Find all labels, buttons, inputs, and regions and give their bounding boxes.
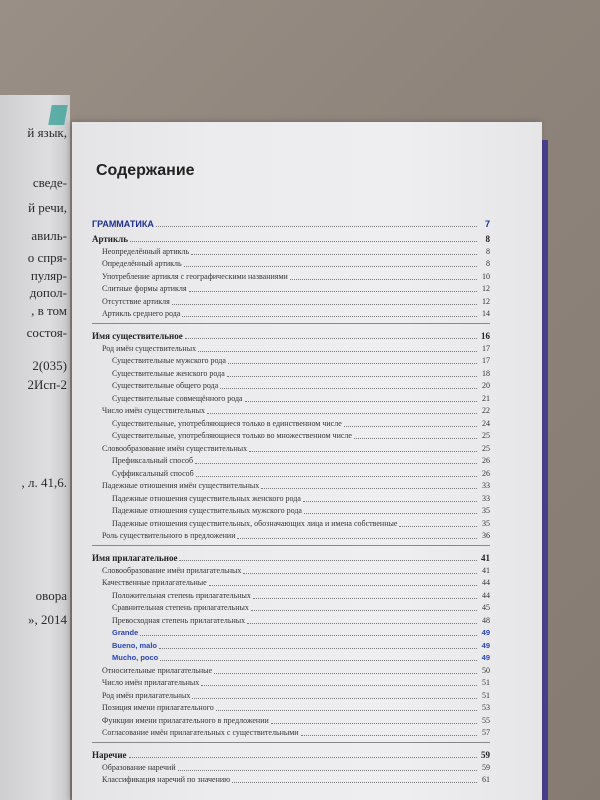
toc-page-number: 8 (485, 234, 490, 244)
left-page-text-fragment: й язык, (27, 125, 67, 140)
dot-leader (245, 400, 477, 402)
toc-entry-label: Число имён прилагательных (102, 678, 200, 687)
toc-page-number: 22 (482, 406, 490, 415)
toc-entry-label: Род имён существительных (102, 343, 197, 353)
toc-entry-label: Mucho, poco (112, 653, 159, 662)
toc-page-number: 17 (482, 356, 490, 365)
toc-entry (92, 391, 490, 404)
toc-chapter (92, 323, 490, 341)
contents-page (72, 122, 542, 800)
toc-page-number: 48 (482, 615, 490, 625)
toc-entry-label: Суффиксальный способ (112, 468, 194, 478)
toc-page-number: 50 (482, 665, 490, 675)
toc-entry (92, 676, 490, 689)
toc-page-number: 25 (482, 443, 490, 453)
toc-page-number: 24 (482, 418, 490, 428)
toc-page-number: 10 (482, 271, 490, 281)
dot-leader (271, 722, 477, 724)
toc-entry-label: Род имён прилагательных (102, 690, 191, 700)
toc-entry (92, 366, 490, 379)
toc-entry (92, 688, 490, 701)
toc-entry-label: Существительные, употребляющиеся только в единственном числе (112, 418, 342, 428)
dot-leader (178, 769, 477, 771)
toc-entry-label: Согласование имён прилагательных с существительными (102, 728, 299, 737)
toc-entry (92, 713, 490, 726)
toc-entry-label: Существительные мужского рода (112, 356, 226, 365)
toc-entry (92, 638, 490, 651)
dot-leader (159, 647, 477, 649)
toc-page-number: 16 (481, 331, 490, 341)
toc-entry (92, 479, 490, 492)
toc-entry (92, 663, 490, 676)
previous-page (0, 95, 70, 800)
toc-page-number: 45 (482, 603, 490, 612)
left-page-text-fragment: », 2014 (28, 612, 67, 627)
dot-leader (301, 734, 477, 736)
toc-page-number: 36 (482, 531, 490, 540)
dot-leader (228, 362, 477, 364)
toc-entry (92, 282, 490, 295)
toc-entry (92, 341, 490, 354)
dot-leader (237, 537, 477, 539)
toc-entry (92, 454, 490, 467)
page-title: Содержание (96, 162, 195, 179)
toc-entry (92, 588, 490, 601)
toc-entry (92, 441, 490, 454)
dot-leader (209, 584, 477, 586)
toc-entry (92, 416, 490, 429)
toc-page-number: 26 (482, 468, 490, 478)
toc-entry (92, 269, 490, 282)
dot-leader (303, 500, 477, 502)
toc-entry (92, 726, 490, 739)
toc-page-number: 33 (482, 481, 490, 490)
toc-entry (92, 529, 490, 542)
toc-page-number: 21 (482, 393, 490, 403)
toc-page-number: 51 (482, 678, 490, 687)
toc-entry (92, 651, 490, 664)
left-page-text-fragment: о спря- (27, 250, 67, 265)
left-page-text-fragment: , в том (31, 303, 67, 318)
toc-page-number: 55 (482, 715, 490, 725)
toc-entry-label: Артикль (92, 234, 128, 244)
toc-entry-label: Положительная степень прилагательных (112, 590, 251, 600)
toc-entry-label: Классификация наречий по значению (102, 775, 231, 784)
toc-page-number: 57 (482, 728, 490, 737)
toc-entry-label: Grande (112, 628, 139, 637)
table-of-contents (92, 214, 490, 785)
dot-leader (182, 315, 477, 317)
toc-entry-label: Падежные отношения существительных женского рода (112, 493, 301, 503)
toc-entry (92, 504, 490, 517)
dot-leader (195, 462, 477, 464)
toc-entry-label: Существительные, употребляющиеся только во множественном числе (112, 431, 352, 440)
toc-entry (92, 701, 490, 714)
toc-entry-label: Образование наречий (102, 762, 176, 772)
toc-page-number: 51 (482, 690, 490, 700)
dot-leader (249, 450, 477, 452)
toc-entry-label: Роль существительного в предложении (102, 531, 236, 540)
toc-page-number: 41 (482, 565, 490, 575)
toc-entry (92, 294, 490, 307)
dot-leader (130, 240, 477, 242)
toc-entry-label: Существительные общего рода (112, 381, 219, 390)
toc-page-number: 35 (482, 506, 490, 515)
toc-page-number: 8 (486, 246, 490, 256)
toc-entry-label: Префиксальный способ (112, 456, 194, 465)
left-page-text-fragment: сведе- (32, 175, 67, 190)
toc-entry-label: ГРАММАТИКА (92, 219, 154, 229)
toc-entry-label: Превосходная степень прилагательных (112, 615, 246, 625)
toc-entry-label: Слитные формы артикля (102, 284, 187, 293)
toc-entry (92, 626, 490, 639)
toc-page-number: 20 (482, 381, 490, 390)
toc-entry-label: Позиция имени прилагательного (102, 703, 214, 712)
toc-entry (92, 576, 490, 589)
dot-leader (304, 512, 477, 514)
toc-entry-label: Словообразование имён прилагательных (102, 565, 242, 575)
toc-chapter (92, 229, 490, 244)
dot-leader (191, 253, 477, 255)
left-page-text-fragment: овора (35, 588, 67, 603)
toc-entry (92, 491, 490, 504)
dot-leader (344, 425, 477, 427)
toc-entry-label: Имя прилагательное (92, 553, 178, 563)
toc-entry (92, 563, 490, 576)
toc-entry (92, 404, 490, 417)
toc-entry-label: Определённый артикль (102, 259, 182, 268)
toc-entry (92, 773, 490, 786)
toc-entry-label: Падежные отношения имён существительных (102, 481, 260, 490)
toc-page-number: 8 (486, 259, 490, 268)
dot-leader (184, 265, 477, 267)
toc-page-number: 53 (482, 703, 490, 712)
toc-entry (92, 429, 490, 442)
dot-leader (354, 437, 477, 439)
left-page-text-fragment: состоя- (26, 325, 67, 340)
toc-entry (92, 257, 490, 270)
dot-leader (247, 622, 477, 624)
toc-chapter (92, 545, 490, 563)
toc-page-number: 35 (482, 518, 490, 528)
toc-entry-label: Функции имени прилагательного в предложении (102, 715, 269, 725)
left-page-text-fragment: 2Исп-2 (27, 377, 67, 392)
dot-leader (160, 659, 477, 661)
toc-page-number: 41 (481, 553, 490, 563)
dot-leader (196, 475, 477, 477)
toc-entry-label: Имя существительное (92, 331, 183, 341)
dot-leader (198, 350, 477, 352)
dot-leader (179, 559, 477, 561)
toc-entry (92, 307, 490, 320)
dot-leader (189, 290, 477, 292)
toc-entry-label: Артикль среднего рода (102, 309, 181, 318)
dot-leader (201, 684, 477, 686)
toc-entry (92, 601, 490, 614)
toc-page-number: 12 (482, 284, 490, 293)
dot-leader (220, 387, 477, 389)
toc-entry (92, 466, 490, 479)
toc-page-number: 26 (482, 456, 490, 465)
toc-entry-label: Сравнительная степень прилагательных (112, 603, 249, 612)
dot-leader (192, 697, 477, 699)
toc-page-number: 49 (481, 640, 490, 650)
dot-leader (399, 525, 477, 527)
toc-entry (92, 516, 490, 529)
toc-page-number: 33 (482, 493, 490, 503)
dot-leader (172, 303, 477, 305)
toc-page-number: 7 (484, 219, 490, 229)
toc-page-number: 17 (482, 343, 490, 353)
toc-entry-label: Качественные прилагательные (102, 578, 207, 587)
toc-entry-label: Словообразование имён существительных (102, 443, 248, 453)
toc-entry (92, 379, 490, 392)
toc-entry (92, 354, 490, 367)
dot-leader (140, 634, 477, 636)
dot-leader (214, 672, 477, 674)
dot-leader (216, 709, 477, 711)
toc-section (92, 214, 490, 229)
left-page-text-fragment: й речи, (28, 200, 67, 215)
toc-entry-label: Наречие (92, 750, 127, 760)
toc-page-number: 44 (482, 578, 490, 587)
toc-entry-label: Относительные прилагательные (102, 665, 213, 675)
toc-entry-label: Неопределённый артикль (102, 246, 190, 256)
dot-leader (261, 487, 477, 489)
left-page-text-fragment: 2(035) (32, 358, 67, 373)
toc-entry-label: Употребление артикля с географическими названиями (102, 271, 288, 281)
toc-page-number: 14 (482, 309, 490, 318)
dot-leader (129, 756, 477, 758)
toc-page-number: 25 (482, 431, 490, 440)
toc-page-number: 61 (482, 775, 490, 784)
dot-leader (243, 572, 477, 574)
toc-page-number: 49 (481, 628, 490, 637)
dot-leader (207, 412, 477, 414)
toc-entry (92, 244, 490, 257)
left-page-text-fragment: пуляр- (30, 268, 67, 283)
left-page-text-fragment: допол- (29, 285, 67, 300)
toc-page-number: 59 (481, 750, 490, 760)
dot-leader (185, 337, 477, 339)
toc-entry-label: Число имён существительных (102, 406, 206, 415)
dot-leader (290, 278, 477, 280)
toc-chapter (92, 742, 490, 760)
toc-page-number: 44 (482, 590, 490, 600)
left-page-text-fragment: авиль- (31, 228, 67, 243)
toc-entry-label: Падежные отношения существительных мужского рода (112, 506, 302, 515)
dot-leader (251, 609, 477, 611)
toc-page-number: 59 (482, 762, 490, 772)
toc-entry-label: Падежные отношения существительных, обозначающих лица и имена собственные (112, 518, 398, 528)
toc-entry-label: Существительные женского рода (112, 368, 225, 378)
dot-leader (253, 597, 477, 599)
dot-leader (232, 781, 477, 783)
toc-entry-label: Отсутствие артикля (102, 296, 170, 306)
toc-entry-label: Bueno, malo (112, 640, 158, 650)
dot-leader (227, 375, 477, 377)
toc-page-number: 18 (482, 368, 490, 378)
dot-leader (156, 225, 477, 227)
toc-entry (92, 613, 490, 626)
toc-entry (92, 760, 490, 773)
toc-entry-label: Существительные совмещённого рода (112, 393, 243, 403)
left-page-text-fragment: , л. 41,6. (21, 475, 67, 490)
toc-page-number: 49 (481, 653, 490, 662)
toc-page-number: 12 (482, 296, 490, 306)
